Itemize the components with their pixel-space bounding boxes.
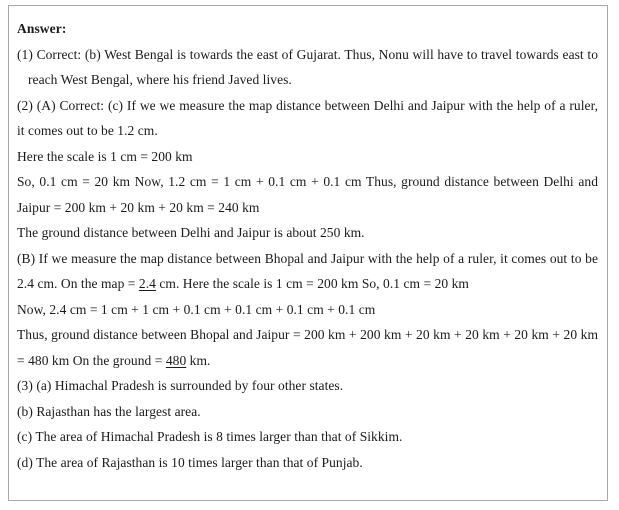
answer-paragraph-2a: (2) (A) Correct: (c) If we we measure the map distance between Delhi and Jaipur with the help of a ruler, it comes out to be 1.2 cm. — [17, 97, 598, 138]
answer-3b: (b) Rajasthan has the largest area. — [17, 403, 201, 419]
delhi-jaipur-result: The ground distance between Delhi and Jaipur is about 250 km. — [17, 225, 365, 240]
answer-paragraph-1 — [17, 42, 598, 93]
answer-content — [9, 6, 607, 475]
answer-heading: Answer: — [17, 21, 67, 36]
scale-line: Here the scale is 1 cm = 200 km — [17, 148, 193, 164]
bhopal-total-text-after: km. — [186, 352, 211, 368]
answer-2b-text-after: cm. Here the scale is 1 cm = 200 km So, 0.1 cm = 20 km — [155, 276, 469, 291]
answer-box — [8, 5, 608, 501]
answer-1-part-b: reach West Bengal, where his friend Javed lives. — [28, 72, 292, 87]
delhi-jaipur-calculation: So, 0.1 cm = 20 km Now, 1.2 cm = 1 cm + 0.1 cm + 0.1 cm Thus, ground distance between Delhi and Jaipur = 200 km + 20 km + 20 km = 240 km — [17, 174, 598, 215]
bhopal-expansion-line: Now, 2.4 cm = 1 cm + 1 cm + 0.1 cm + 0.1 cm + 0.1 cm + 0.1 cm — [17, 301, 376, 317]
answer-3c: (c) The area of Himachal Pradesh is 8 times larger than that of Sikkim. — [17, 429, 403, 444]
answer-1-part-a: (1) Correct: (b) West Bengal is towards the east of Gujarat. Thus, Nonu will have to travel towards east to — [17, 46, 598, 62]
bhopal-total-line — [17, 322, 598, 373]
map-distance-value: 2.4 — [138, 276, 156, 291]
answer-paragraph-2b — [17, 246, 598, 297]
answer-3d: (d) The area of Rajasthan is 10 times larger than that of Punjab. — [17, 454, 363, 470]
answer-3a: (3) (a) Himachal Pradesh is surrounded by four other states. — [17, 378, 344, 393]
answer-2b-text-before: (B) If we measure the map distance between Bhopal and Jaipur with the help of a ruler, it comes out to be 2.4 cm. On the map = — [17, 250, 598, 291]
ground-distance-value: 480 — [165, 352, 187, 368]
bhopal-total-text-before: Thus, ground distance between Bhopal and Jaipur = 200 km + 200 km + 20 km + 20 km + 20 km + 20 km = 480 km On the ground = — [17, 327, 598, 368]
